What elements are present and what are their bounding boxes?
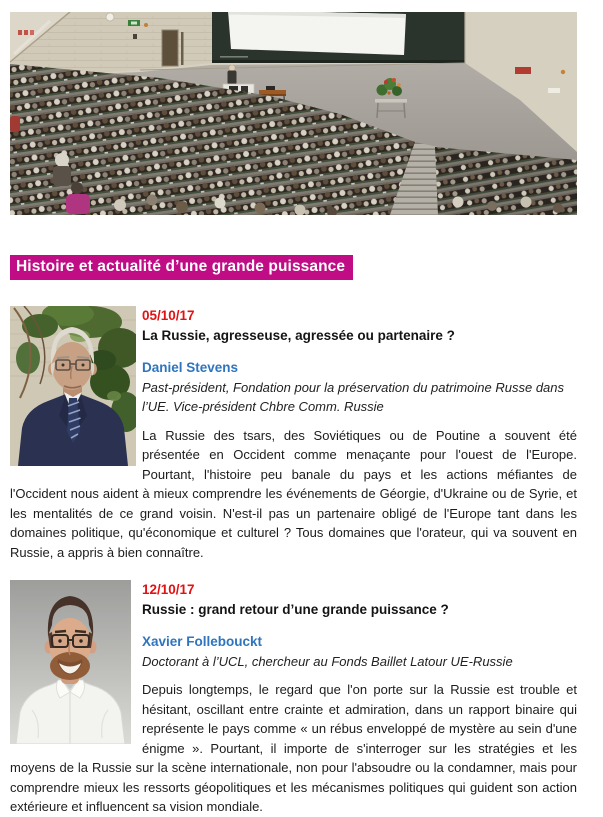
event-item-2 [10, 580, 577, 817]
speaker-name: Xavier Follebouckt [142, 634, 263, 649]
lecture-hall-photo [10, 12, 577, 215]
speaker-role: Past-président, Fondation pour la préservation du patrimoine Russe dans l’UE. Vice-président Chbre Comm. Russie [142, 379, 565, 414]
event-date: 05/10/17 [142, 308, 195, 323]
speaker-photo-daniel-stevens [10, 306, 136, 466]
events-list [10, 306, 577, 817]
speaker-name: Daniel Stevens [142, 360, 239, 375]
section-title: Histoire et actualité d’une grande puissance [10, 255, 353, 280]
event-title: La Russie, agresseuse, agressée ou partenaire ? [142, 327, 455, 343]
event-title: Russie : grand retour d’une grande puissance ? [142, 601, 449, 617]
event-description: Depuis longtemps, le regard que l'on porte sur la Russie est trouble et hésitant, oscillant entre crainte et admiration, dans un rapport binaire qui représente le pays comme « un rébus enveloppé de mystère au sein d'une énigme ». Pourtant, il importe de s'interroger sur les stratégies et les moyens de la Russie sur la scène internationale, non pour l'absoudre ou la condamner, mais pour comprendre mieux les ressorts géopolitiques et les mécanismes politiques qui guident son action extérieure et influencent sa vision mondiale. [10, 682, 577, 814]
event-description: La Russie des tsars, des Soviétiques ou de Poutine a souvent été présentée en Occident comme menaçante pour l'ouest de l'Europe. Pourtant, l'histoire peu banale du pays et les actions méfiantes de l'Occident nous aident à mieux comprendre les événements de Géorgie, d'Ukraine ou de Syrie, et les mentalités de ce grand voisin. N'est-il pas un partenaire obligé de l'Europe tant dans les domaines politique, qu'économique et culturel ? Tous domaines que l'orateur, qui va souvent en Russie, a appris à bien connaître. [10, 427, 577, 560]
hall-door [162, 30, 178, 66]
speaker-photo-xavier-follebouckt [10, 580, 131, 744]
event-item-1 [10, 306, 577, 562]
event-date: 12/10/17 [142, 582, 195, 597]
projection-screen [228, 12, 406, 55]
speaker-role: Doctorant à l’UCL, chercheur au Fonds Baillet Latour UE-Russie [142, 653, 513, 669]
